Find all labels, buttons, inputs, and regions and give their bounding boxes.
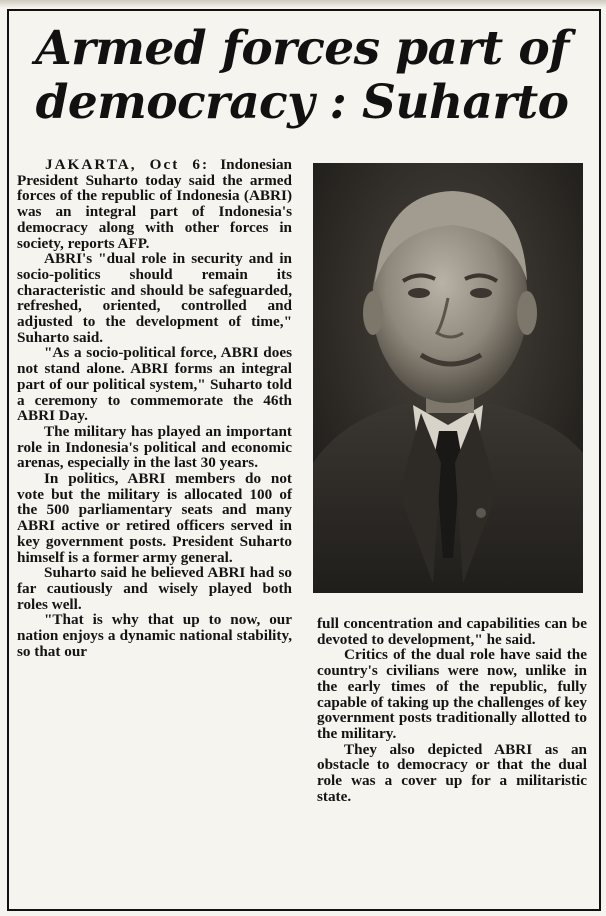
paragraph-6: Suharto said he believed ABRI had so far cautiously and wisely played both roles well. — [17, 564, 292, 613]
portrait-illustration — [313, 163, 583, 593]
right-column — [317, 616, 587, 804]
portrait-photo — [313, 163, 583, 593]
paragraph-4: The military has played an important role in Indonesia's political and economic arenas, especially in the last 30 years. — [17, 422, 292, 472]
left-column — [17, 157, 292, 660]
dateline: JAKARTA, Oct 6: — [45, 156, 210, 173]
paragraph-3: "As a socio-political force, ABRI does not stand alone. ABRI forms an integral part of our political system," Suharto told a ceremony to commemorate the 46th ABRI Day. — [17, 344, 292, 425]
paragraph-10: They also depicted ABRI as an obstacle to democracy or that the dual role was a cover up for a militaristic state. — [317, 740, 587, 805]
paragraph-5: In politics, ABRI members do not vote but the military is allocated 100 of the 500 parliamentary seats and many ABRI active or retired officers served in key government posts. President Suharto himself is a former army general. — [17, 470, 292, 566]
paragraph-8: full concentration and capabilities can be devoted to development," he said. — [317, 615, 587, 648]
paragraph-1 — [17, 157, 292, 251]
paragraph-7: "That is why that up to now, our nation enjoys a dynamic national stability, so that our — [17, 611, 292, 660]
paragraph-2: ABRI's "dual role in security and in socio-politics should remain its characteristic and should be safeguarded, refreshed, oriented, controlled and adjusted to the development of time," Suharto said. — [17, 250, 292, 346]
top-edge-strip — [0, 0, 606, 8]
article-headline — [10, 22, 594, 130]
paragraph-9: Critics of the dual role have said the country's civilians were now, unlike in the early times of the republic, fully capable of taking up the challenges of key government posts traditionally allotted to the military. — [317, 646, 587, 742]
paragraph-1-text: Indonesian President Suharto today said the armed forces of the republic of Indonesia (ABRI) was an integral part of Indonesia's democracy along with other forces in society, reports AFP. — [17, 156, 292, 252]
headline-line-2: democracy : Suharto — [35, 75, 569, 130]
headline-line-1: Armed forces part of — [35, 21, 569, 76]
